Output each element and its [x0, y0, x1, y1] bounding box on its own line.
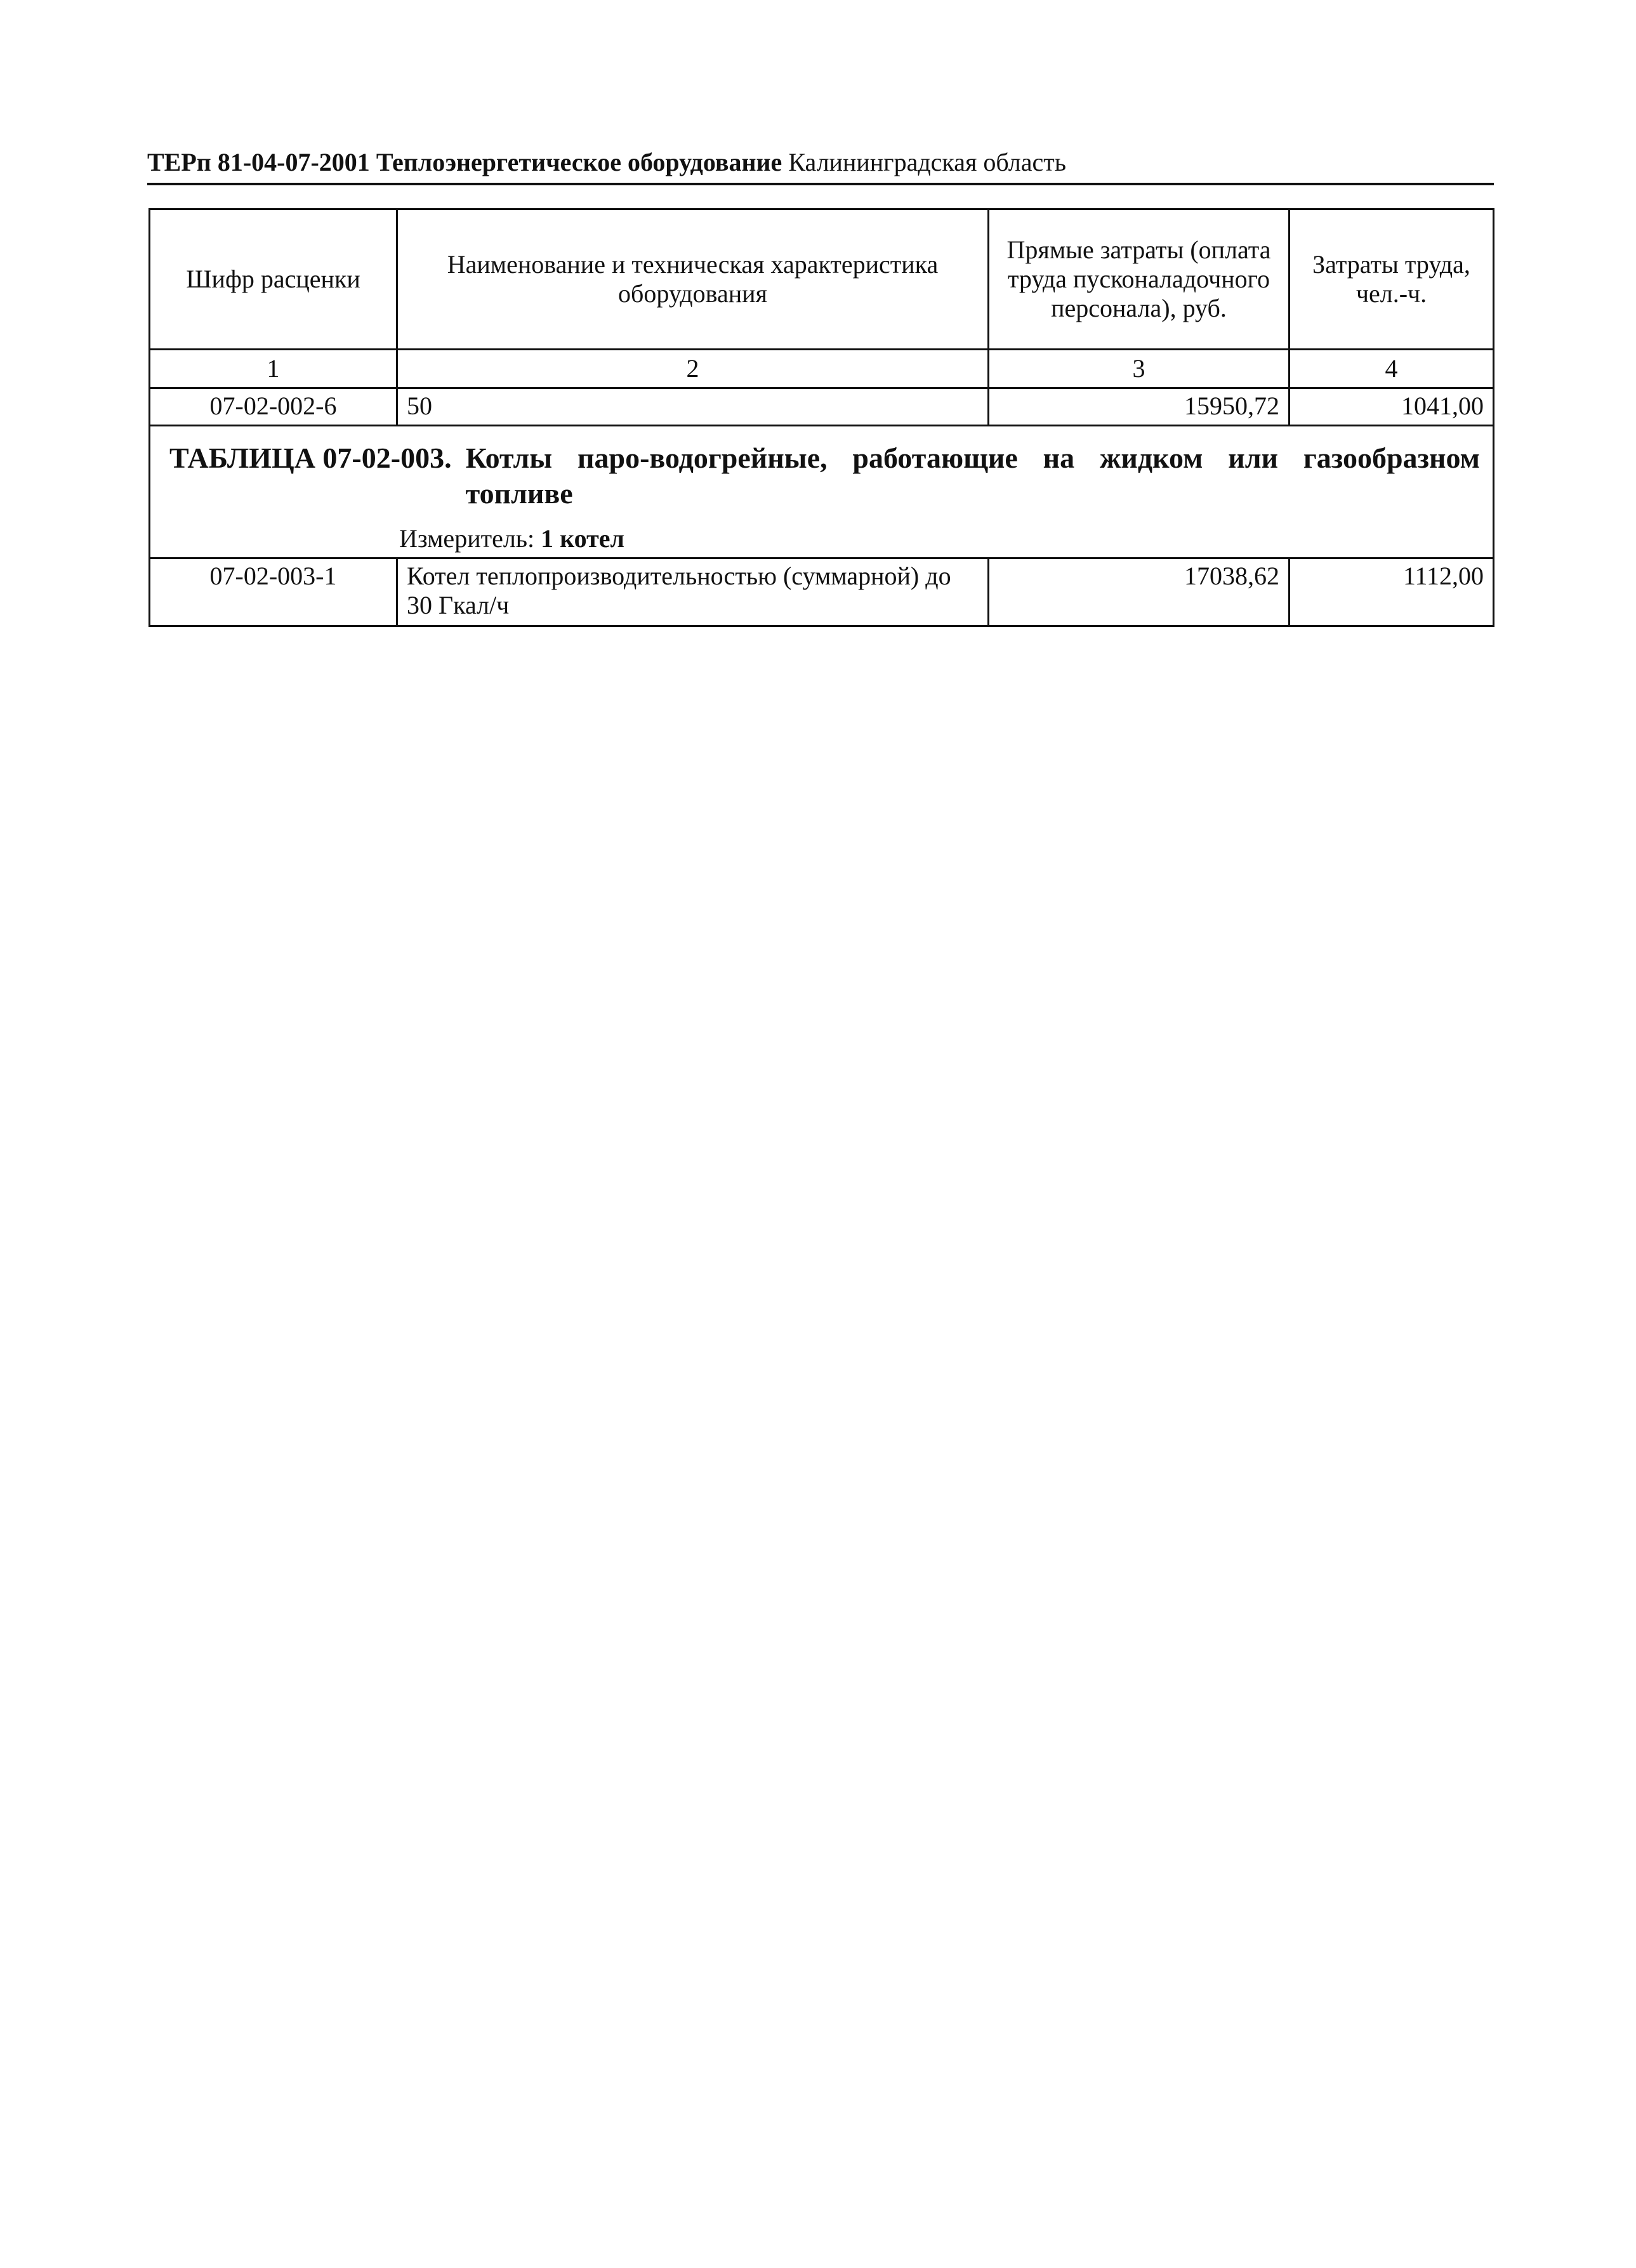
table-header-row [150, 209, 1494, 350]
header-divider [147, 183, 1494, 185]
document-region: Калининградская область [788, 148, 1066, 176]
column-header-labor: Затраты труда, чел.-ч. [1290, 209, 1494, 350]
column-number: 2 [397, 350, 989, 388]
rate-code: 07-02-002-6 [150, 388, 397, 426]
meter-label: Измеритель: [399, 524, 535, 553]
section-heading [150, 426, 1494, 558]
column-number: 4 [1290, 350, 1494, 388]
column-number: 1 [150, 350, 397, 388]
rate-code: 07-02-003-1 [150, 558, 397, 626]
column-numbers-row [150, 350, 1494, 388]
column-header-name: Наименование и техническая характеристика оборудования [397, 209, 989, 350]
column-number: 3 [989, 350, 1290, 388]
labor-cost: 1112,00 [1290, 558, 1494, 626]
document-code: ТЕРп 81-04-07-2001 [147, 148, 370, 176]
equipment-name: Котел теплопроизводительностью (суммарной) до 30 Гкал/ч [397, 558, 989, 626]
column-header-cost: Прямые затраты (оплата труда пусконаладочного персонала), руб. [989, 209, 1290, 350]
page-header [147, 143, 1493, 181]
rates-table [148, 208, 1494, 627]
direct-cost: 15950,72 [989, 388, 1290, 426]
section-name: Котлы паро-водогрейные, работающие на жидком или газообразном топливе [465, 442, 1480, 510]
document-title: Теплоэнергетическое оборудование [376, 148, 782, 176]
equipment-name: 50 [397, 388, 989, 426]
section-row [150, 426, 1494, 558]
table-row [150, 388, 1494, 426]
section-label: ТАБЛИЦА 07-02-003. [169, 442, 452, 474]
section-title [169, 440, 1480, 511]
direct-cost: 17038,62 [989, 558, 1290, 626]
labor-cost: 1041,00 [1290, 388, 1494, 426]
meter-value: 1 котел [541, 524, 624, 553]
table-row [150, 558, 1494, 626]
column-header-code: Шифр расценки [150, 209, 397, 350]
meter-line [399, 522, 1480, 556]
